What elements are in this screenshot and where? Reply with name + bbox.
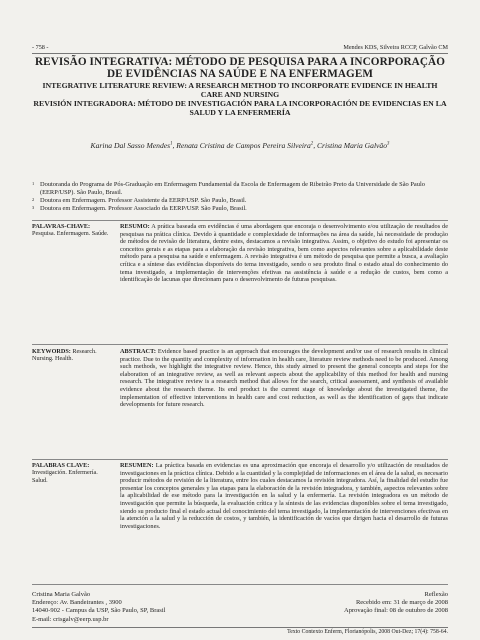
correspondence-block [32, 591, 165, 624]
received-date: Recebido em: 31 de março de 2008 [355, 599, 448, 607]
abstract-portuguese [32, 223, 448, 284]
correspondence-address-2: 14040-902 - Campus da USP, São Paulo, SP, Brasil [32, 607, 166, 615]
page-number: - 758 - [32, 43, 49, 51]
affiliation-2-num: 2 [32, 197, 35, 203]
keywords-label: KEYWORDS: [32, 348, 71, 355]
author-2: Renata Cristina de Campos Pereira Silveira [176, 141, 311, 150]
keywords-label: PALAVRAS-CHAVE: [32, 223, 91, 230]
section-rule-3 [32, 459, 448, 460]
correspondence-address-1: Endereço: Av. Bandeirantes , 3900 [32, 599, 122, 607]
abstract-label: ABSTRACT: [120, 348, 156, 355]
author-1: Karina Dal Sasso Mendes [90, 141, 171, 150]
keywords-portuguese [32, 223, 120, 284]
abstract-label: RESUMO: [120, 223, 150, 230]
journal-reference: Texto Contexto Enferm, Florianópolis, 2008 Out-Dez; 17(4): 758-64. [287, 629, 448, 635]
keywords-english [32, 348, 120, 409]
section-rule-2 [32, 344, 448, 345]
keywords-spanish [32, 462, 120, 530]
correspondence-email: E-mail: crisgalv@eerp.usp.br [32, 615, 109, 623]
article-type: Reflexão [424, 591, 448, 598]
affiliation-2-text: Doutora em Enfermagem. Professor Assistente da EERP/USP. São Paulo, Brasil. [40, 197, 247, 205]
running-header [32, 42, 448, 52]
keywords-text: Investigación. Enfermería. Salud. [32, 469, 98, 484]
author-3: Cristina Maria Galvão [316, 141, 388, 150]
header-rule [32, 53, 448, 54]
title-block [32, 56, 448, 118]
abstract-label: RESUMEN: [120, 462, 154, 469]
footer-rule [32, 627, 448, 628]
abstract-body [120, 462, 448, 530]
abstract-text: A prática baseada em evidências é uma abordagem que encoraja o desenvolvimento e/ou utilização de resultados de pesquisas na prática clínica. Devido à quantidade e complexidade de informações na área da saúde, há necessidade de produção de métodos de revisão de literatura, dentre estes, destacamos a revisão integrativa. Assim, o objetivo do estudo foi apresentar os conceitos gerais e as etapas para a elaboração da revisão integrativa, bem como aspectos relevantes sobre a aplicabilidade deste método para a pesquisa na saúde e enfermagem. A revisão integrativa é um método de pesquisa que permite a busca, a avaliação crítica e a síntese das evidências disponíveis do tema investigado, sendo o seu produto final o estado atual do conhecimento do tema investigado, a implementação de intervenções efetivas na assistência à saúde e a redução de custos, bem como a identificação de lacunas que direcionam para o desenvolvimento de futuras pesquisas. [120, 223, 448, 284]
affiliation-3-num: 3 [32, 205, 35, 211]
abstract-body [120, 223, 448, 284]
abstract-english [32, 348, 448, 409]
running-authors: Mendes KDS, Silveira RCCP, Galvão CM [343, 43, 448, 51]
author-1-sup: 1 [170, 141, 173, 147]
author-2-sup: 2 [310, 141, 314, 147]
title-english: INTEGRATIVE LITERATURE REVIEW: A RESEARCH METHOD TO INCORPORATE EVIDENCE IN HEALTH CARE AND NURSING [42, 80, 438, 100]
affiliation-3-text: Doutora em Enfermagem. Professor Associado da EERP/USP. São Paulo, Brasil. [40, 205, 247, 213]
section-rule-1 [32, 220, 448, 221]
keywords-text: Research. Nursing. Health. [32, 348, 97, 363]
abstract-text: La práctica basada en evidencias es una aproximación que encoraja el desarrollo y/o utilización de resultados de investigaciones en la práctica clínica. Debido a la cuantidad y la complejidad de informaciones en el área de la salud, es necesario producir métodos de revisión de la literatura, entre los cuales destacamos la revisión integradora. Así, la finalidad del estudio fue presentar los conceptos generales y las etapas para la elaboración de la revisión integradora, y también, aspectos relevantes sobre la aplicabilidad de ese método para la investigación en la salud y la enfermería. La revisión integradora es un método de investigación que permite la búsqueda, la evaluación crítica y la síntesis de las evidencias disponibles sobre el tema investigado, siendo su producto final el estado actual del conocimiento del tema investigado, la implementación de intervenciones efectivas en la atención a la salud y la reducción de costos, y también, la identificación de vacíos que dirigen hacia el desarrollo de futuras investigaciones. [120, 462, 448, 530]
abstract-spanish [32, 462, 448, 530]
keywords-label: PALABRAS CLAVE: [32, 462, 90, 469]
correspondence-name: Cristina Maria Galvão [32, 591, 91, 598]
section-rule-4 [32, 584, 448, 585]
abstract-body [120, 348, 448, 409]
affiliation-1-text: Doutoranda do Programa de Pós-Graduação em Enfermagem Fundamental da Escola de Enfermagem de Ribeirão Preto da Universidade de São Paulo (EERP/USP). São Paulo, Brasil. [40, 181, 425, 197]
affiliation-1 [32, 181, 448, 197]
affiliation-2 [32, 197, 448, 205]
title-spanish: REVISIÓN INTEGRADORA: MÉTODO DE INVESTIGACIÓN PARA LA INCORPORACIÓN DE EVIDENCIAS EN LA SALUD Y LA ENFERMERÍA [33, 99, 447, 118]
dates-block [344, 591, 448, 616]
keywords-text: Pesquisa. Enfermagem. Saúde. [32, 230, 109, 238]
author-3-sup: 3 [387, 141, 390, 147]
title-portuguese: REVISÃO INTEGRATIVA: MÉTODO DE PESQUISA PARA A INCORPORAÇÃO DE EVIDÊNCIAS NA SAÚDE E NA ENFERMAGEM [34, 56, 446, 81]
author-list: Karina Dal Sasso Mendes$^1$, Renata Cristina de Campos Pereira Silveira$^2$, Cristina Maria Galvão$^3$ [90, 141, 390, 150]
abstract-text: Evidence based practice is an approach that encourages the development and/or use of research results in clinical practice. Due to the quantity and complexity of information in health care, literature review methods need to be produced. Among such methods, we highlight the integrative review. Hence, this study aimed to present the general concepts and steps for the elaboration of an integrative review, as well as relevant aspects about the applicability of this method for health and nursing research. The integrative review is a research method that allows for the search, critical assessment, and synthesis of available evidence about the research theme. Its end product is the current stage of knowledge about the investigated theme, the implementation of effective interventions in health care and cost reduction, as well as the identification of gaps that indicate developments for future research. [120, 348, 448, 409]
affiliation-1-num: 1 [32, 181, 35, 186]
approved-date: Aprovação final: 08 de outubro de 2008 [344, 607, 448, 615]
affiliations [32, 181, 448, 213]
affiliation-3 [32, 205, 448, 213]
